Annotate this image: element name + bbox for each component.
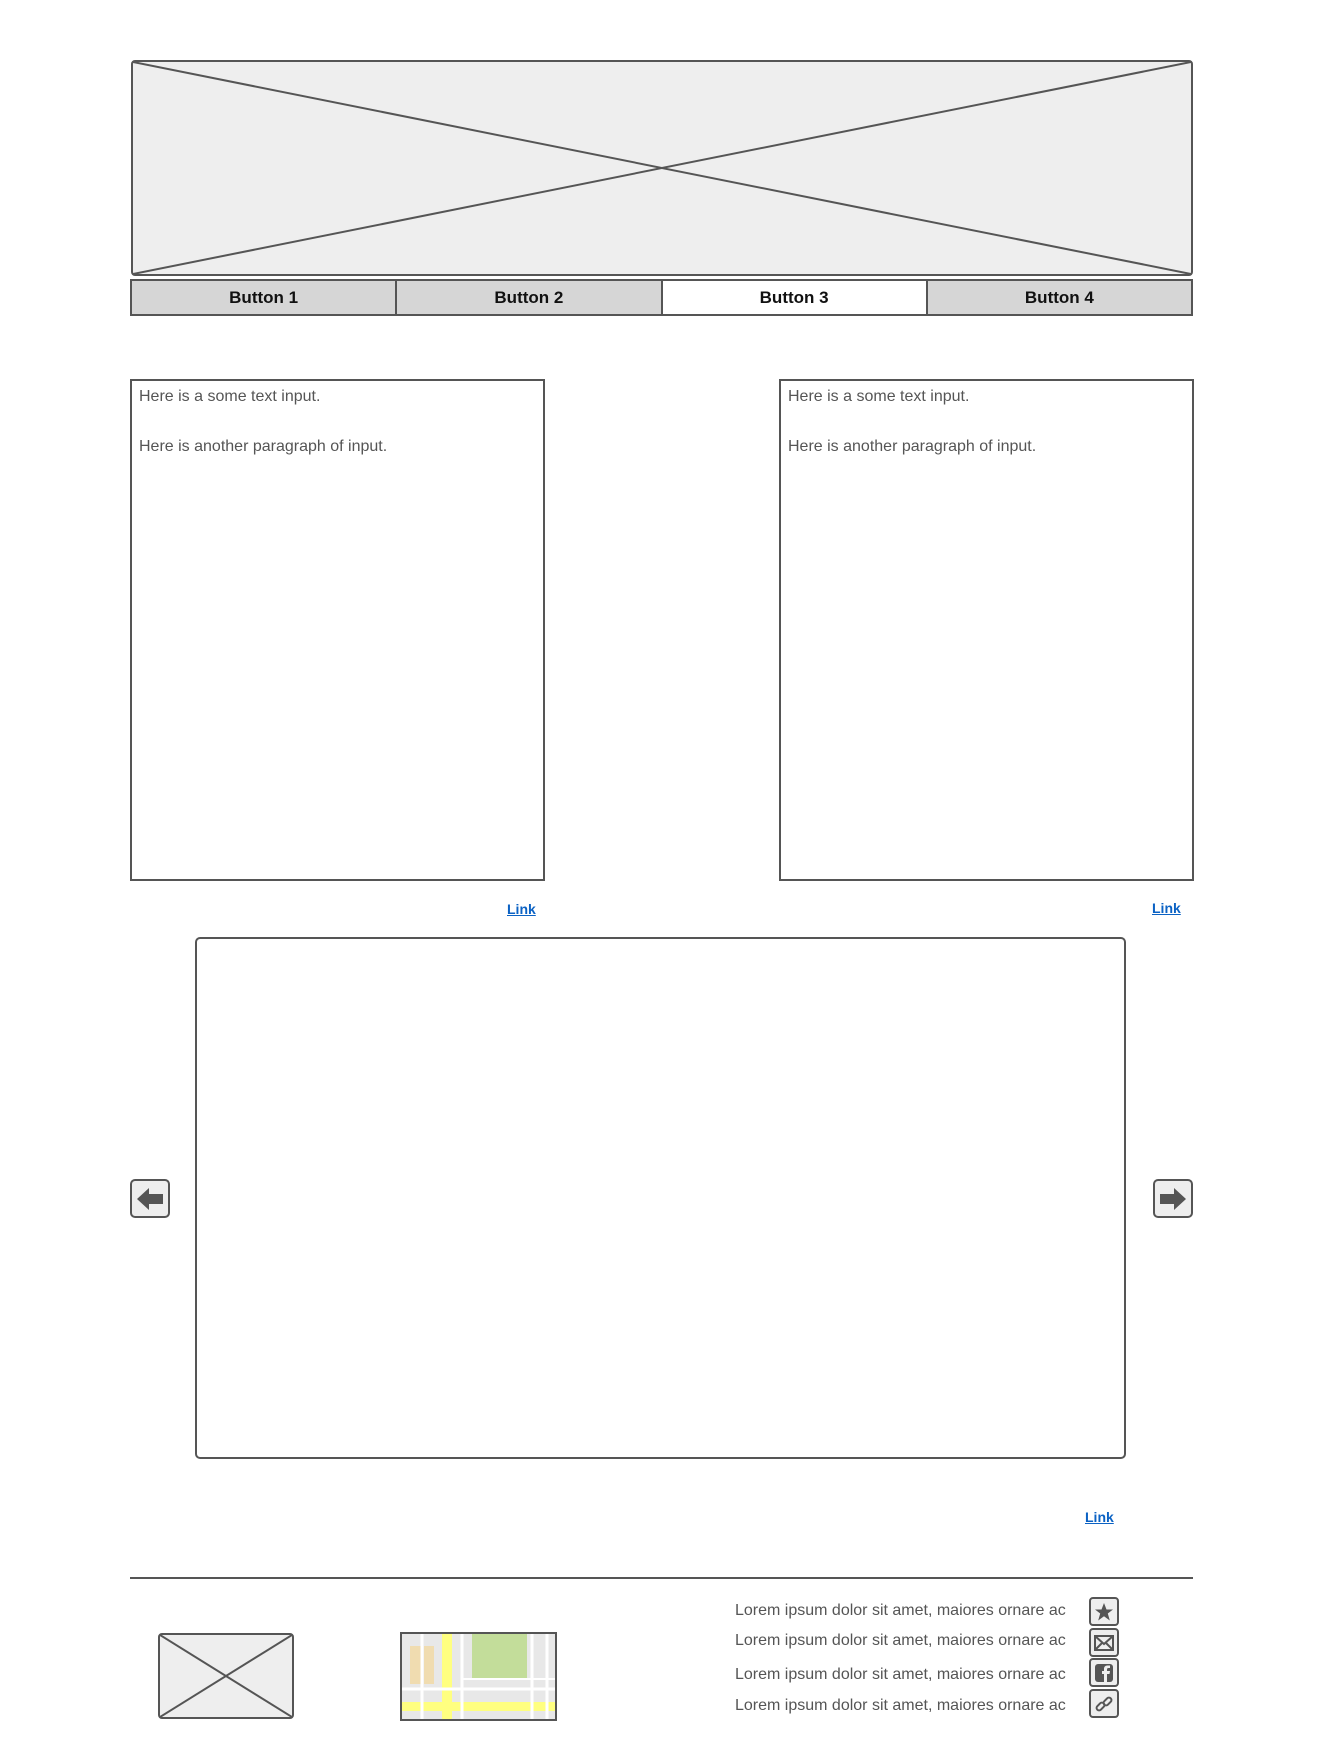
carousel-prev-button[interactable] [130,1179,170,1218]
facebook-icon-button[interactable] [1089,1658,1119,1687]
map-icon [402,1634,555,1719]
star-icon-button[interactable] [1089,1597,1119,1626]
button-4[interactable]: Button 4 [928,281,1191,314]
star-icon [1094,1602,1114,1622]
footer-image-placeholder [158,1633,294,1719]
button-bar [130,279,1193,316]
mail-icon [1094,1634,1114,1652]
text-area-left[interactable] [130,379,545,881]
button-2[interactable]: Button 2 [397,281,662,314]
mail-icon-button[interactable] [1089,1628,1119,1657]
arrow-right-icon [1158,1186,1188,1212]
carousel-link[interactable]: Link [1085,1509,1114,1525]
text-paragraph: Here is a some text input. [788,388,970,405]
link-icon [1094,1694,1114,1714]
text-paragraph: Here is a some text input. [139,388,321,405]
footer-text-line: Lorem ipsum dolor sit amet, maiores ornare ac [735,1632,1066,1649]
text-paragraph: Here is another paragraph of input. [139,438,388,455]
link-icon-button[interactable] [1089,1689,1119,1718]
facebook-icon [1094,1663,1114,1683]
carousel-next-button[interactable] [1153,1179,1193,1218]
footer-divider [130,1577,1193,1579]
panel-right-link[interactable]: Link [1152,900,1181,916]
image-placeholder-icon [133,62,1191,274]
carousel-panel [195,937,1126,1459]
text-paragraph: Here is another paragraph of input. [788,438,1037,455]
button-3[interactable]: Button 3 [663,281,928,314]
map-widget[interactable] [400,1632,557,1721]
hero-image-placeholder [131,60,1193,276]
footer-text-line: Lorem ipsum dolor sit amet, maiores ornare ac [735,1697,1066,1714]
panel-left-link[interactable]: Link [507,901,536,917]
footer-text-line: Lorem ipsum dolor sit amet, maiores ornare ac [735,1666,1066,1683]
image-placeholder-icon [160,1635,292,1717]
footer-text-line: Lorem ipsum dolor sit amet, maiores ornare ac [735,1602,1066,1619]
text-area-right[interactable] [779,379,1194,881]
button-1[interactable]: Button 1 [132,281,397,314]
arrow-left-icon [135,1186,165,1212]
